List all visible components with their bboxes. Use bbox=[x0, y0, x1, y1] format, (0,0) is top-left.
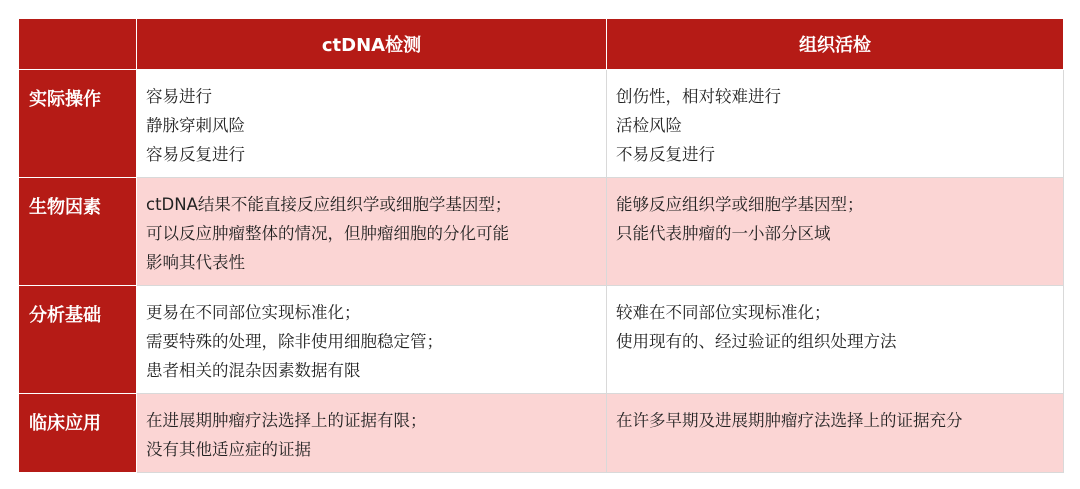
comparison-table bbox=[18, 18, 1064, 473]
cell-line: 在许多早期及进展期肿瘤疗法选择上的证据充分 bbox=[616, 411, 963, 430]
table-row bbox=[19, 178, 1064, 286]
cell-line: 没有其他适应症的证据 bbox=[146, 440, 311, 459]
cell-line: 使用现有的、经过验证的组织处理方法 bbox=[616, 332, 897, 351]
cell-line: 影响其代表性 bbox=[146, 253, 245, 272]
cell-line: 容易反复进行 bbox=[146, 145, 245, 164]
tissue-cell bbox=[607, 394, 1064, 473]
cell-line: 只能代表肿瘤的一小部分区域 bbox=[616, 224, 831, 243]
comparison-table-container bbox=[18, 18, 1063, 468]
cell-line: 在进展期肿瘤疗法选择上的证据有限； bbox=[146, 411, 427, 430]
ctdna-cell bbox=[137, 286, 607, 394]
table-row bbox=[19, 394, 1064, 473]
header-ctdna: ctDNA检测 bbox=[137, 19, 607, 70]
cell-line: 更易在不同部位实现标准化； bbox=[146, 303, 361, 322]
row-label: 实际操作 bbox=[19, 70, 137, 178]
cell-line: 容易进行 bbox=[146, 87, 212, 106]
cell-line: 活检风险 bbox=[616, 116, 682, 135]
header-tissue-biopsy: 组织活检 bbox=[607, 19, 1064, 70]
table-row bbox=[19, 70, 1064, 178]
cell-line: 较难在不同部位实现标准化； bbox=[616, 303, 831, 322]
tissue-cell bbox=[607, 70, 1064, 178]
tissue-cell bbox=[607, 286, 1064, 394]
cell-line: 不易反复进行 bbox=[616, 145, 715, 164]
cell-line: 创伤性，相对较难进行 bbox=[616, 87, 781, 106]
row-label: 分析基础 bbox=[19, 286, 137, 394]
cell-line: 需要特殊的处理，除非使用细胞稳定管； bbox=[146, 332, 443, 351]
cell-line: 静脉穿刺风险 bbox=[146, 116, 245, 135]
cell-line: 可以反应肿瘤整体的情况，但肿瘤细胞的分化可能 bbox=[146, 224, 509, 243]
table-header-row bbox=[19, 19, 1064, 70]
ctdna-cell bbox=[137, 178, 607, 286]
tissue-cell bbox=[607, 178, 1064, 286]
row-label: 临床应用 bbox=[19, 394, 137, 473]
ctdna-cell bbox=[137, 394, 607, 473]
header-corner-cell bbox=[19, 19, 137, 70]
cell-line: 患者相关的混杂因素数据有限 bbox=[146, 361, 361, 380]
table-row bbox=[19, 286, 1064, 394]
ctdna-cell bbox=[137, 70, 607, 178]
row-label: 生物因素 bbox=[19, 178, 137, 286]
cell-line: 能够反应组织学或细胞学基因型； bbox=[616, 195, 864, 214]
cell-line: ctDNA结果不能直接反应组织学或细胞学基因型； bbox=[146, 195, 512, 214]
